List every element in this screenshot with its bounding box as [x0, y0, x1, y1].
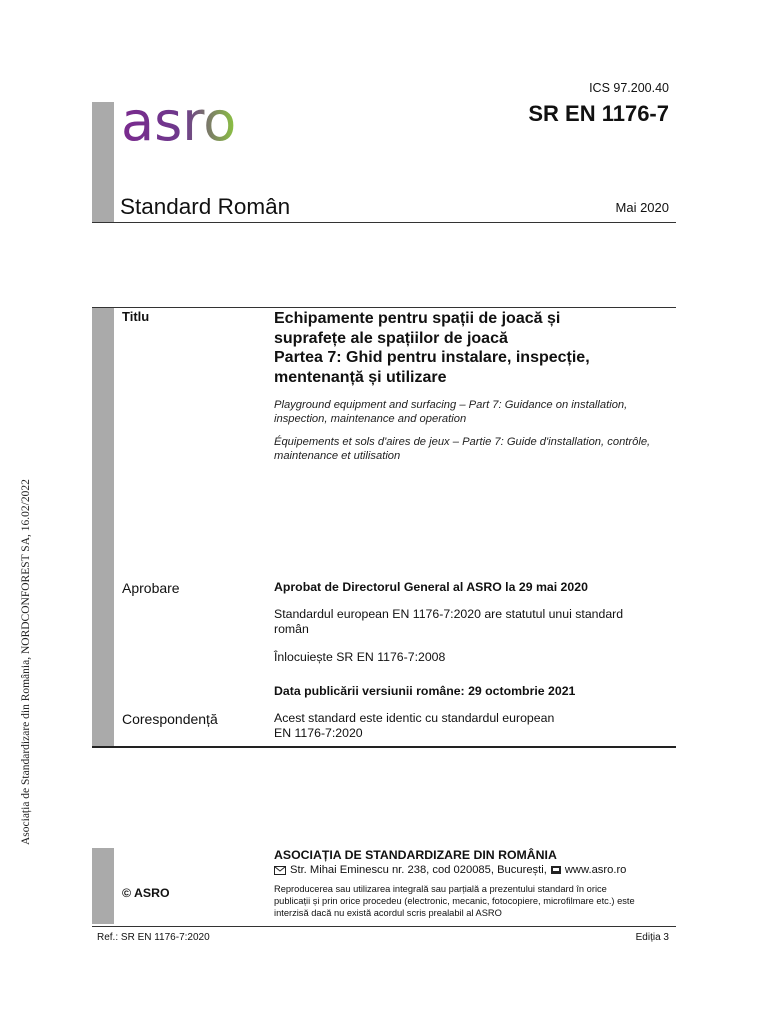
ics-code: ICS 97.200.40 — [589, 81, 669, 95]
title-ro-line: Echipamente pentru spații de joacă și — [274, 310, 561, 327]
website-link[interactable]: www.asro.ro — [564, 864, 627, 876]
header-side-bar — [92, 102, 114, 222]
replaces-statement: Înlocuiește SR EN 1176-7:2008 — [274, 650, 446, 664]
header-divider — [92, 222, 676, 223]
status-line: Standardul european EN 1176-7:2020 are statutul unui standard — [274, 607, 624, 621]
main-top-divider — [92, 307, 676, 308]
title-romanian — [274, 309, 674, 387]
asro-logo — [121, 96, 253, 148]
title-french — [274, 435, 674, 463]
title-en-line: inspection, maintenance and operation — [274, 413, 467, 425]
title-ro-line: suprafețe ale spațiilor de joacă — [274, 329, 508, 347]
side-watermark-note: Asociația de Standardizare din România, NORDCONFOREST SA, 16.02/2022 — [20, 479, 32, 845]
organization-name: ASOCIAȚIA DE STANDARDIZARE DIN ROMÂNIA — [274, 848, 557, 862]
title-ro-line: mentenanță și utilizare — [274, 368, 447, 386]
main-bottom-divider — [92, 746, 676, 748]
title-fr-line: Équipements et sols d'aires de jeux – Partie 7: Guide d'installation, contrôle, — [274, 436, 651, 448]
organization-address — [274, 864, 626, 876]
status-line: român — [274, 622, 309, 636]
approval-statement: Aprobat de Directorul General al ASRO la 29 mai 2020 — [274, 580, 588, 594]
title-fr-line: maintenance et utilisation — [274, 450, 401, 462]
copyright: © ASRO — [122, 886, 170, 900]
envelope-icon — [274, 866, 286, 875]
footer-divider — [92, 926, 676, 927]
notice-line: publicații și prin orice procedeu (electronic, mecanic, fotocopiere, microfilmare etc.) este — [274, 895, 635, 906]
reproduction-notice — [274, 884, 670, 919]
publication-date: Mai 2020 — [615, 200, 669, 215]
label-titlu: Titlu — [122, 309, 150, 324]
correspondence-statement — [274, 711, 674, 741]
footer-side-bar — [92, 848, 114, 924]
correspondence-line: EN 1176-7:2020 — [274, 726, 363, 740]
correspondence-line: Acest standard este identic cu standardul european — [274, 711, 555, 725]
svg-text:asro: asro — [121, 96, 237, 148]
edition: Ediția 3 — [635, 932, 669, 943]
notice-line: Reproducerea sau utilizarea integrală sau parțială a prezentului standard în orice — [274, 884, 607, 894]
label-aprobare: Aprobare — [122, 580, 180, 596]
title-english — [274, 398, 674, 426]
european-status — [274, 607, 654, 637]
publication-date-ro: Data publicării versiunii române: 29 octombrie 2021 — [274, 684, 576, 698]
notice-line: interzisă dacă nu există acordul scris prealabil al ASRO — [274, 907, 502, 918]
address-text: Str. Mihai Eminescu nr. 238, cod 020085, București, — [290, 864, 547, 876]
title-ro-line: Partea 7: Ghid pentru instalare, inspecție, — [274, 349, 590, 366]
label-corespondenta: Corespondență — [122, 711, 218, 727]
web-icon — [551, 865, 561, 875]
standard-type-title: Standard Român — [120, 194, 291, 219]
standard-code: SR EN 1176-7 — [528, 101, 669, 126]
reference-code: Ref.: SR EN 1176-7:2020 — [97, 932, 210, 943]
main-side-bar — [92, 308, 114, 746]
title-en-line: Playground equipment and surfacing – Part 7: Guidance on installation, — [274, 399, 628, 411]
